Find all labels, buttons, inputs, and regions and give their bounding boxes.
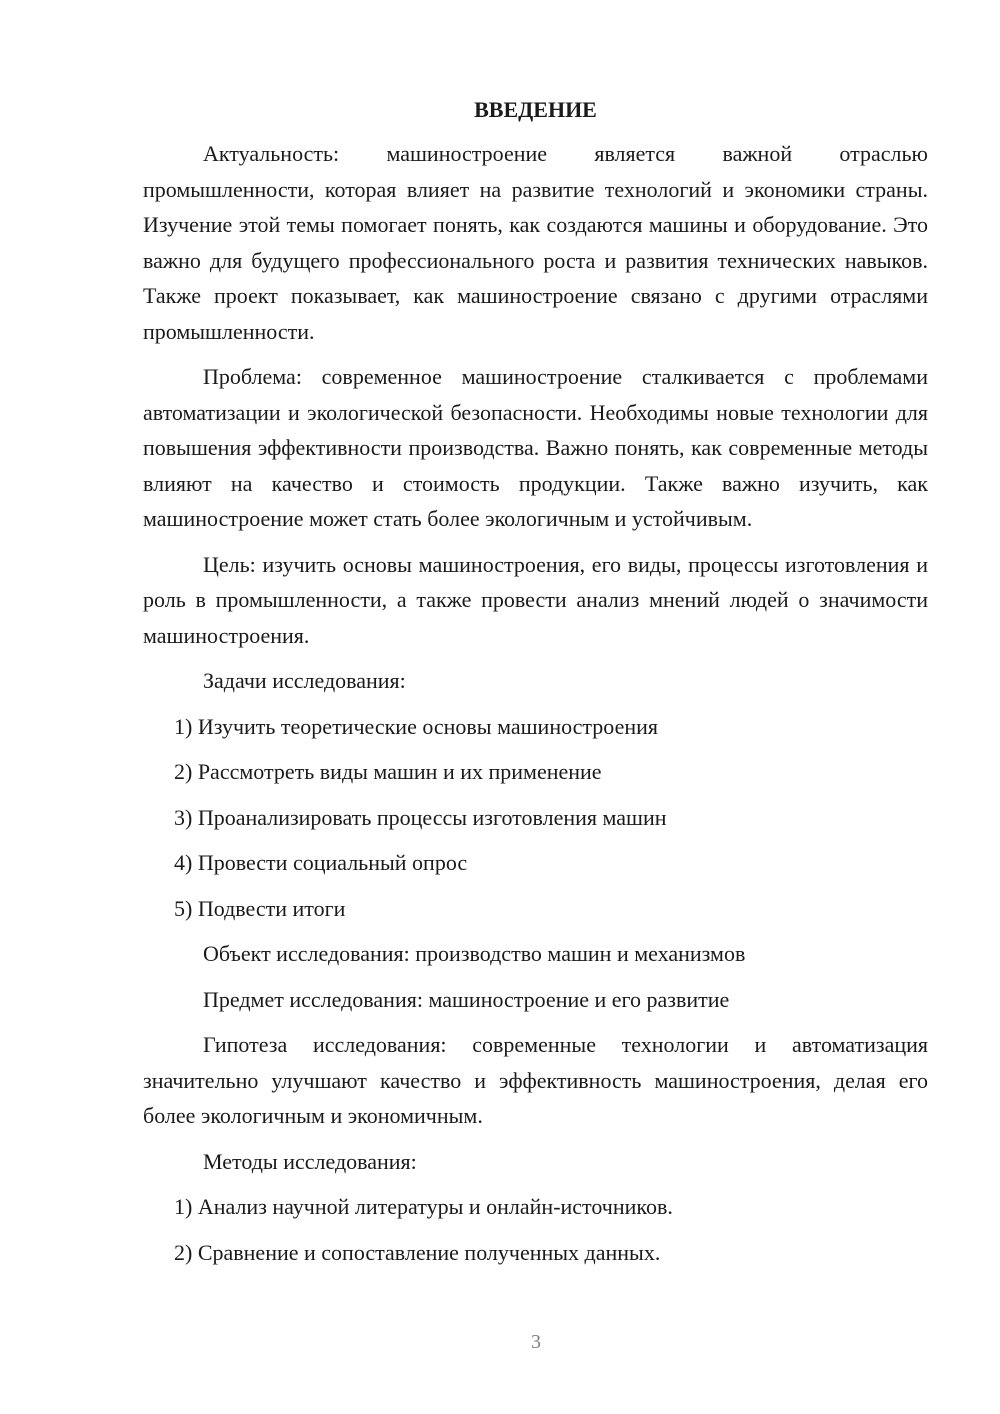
task-item: 1) Изучить теоретические основы машиностроения <box>174 713 658 739</box>
task-item: 4) Провести социальный опрос <box>174 850 468 875</box>
problem-paragraph: Проблема: современное машиностроение сталкивается с проблемами автоматизации и экологической безопасности. Необходимы новые технологии для повышения эффективности производства. Важно понять, как современные методы влияют на качество и стоимость продукции. Также важно изучить, как машиностроение может стать более экологичным и устойчивым. <box>143 364 928 531</box>
page-number: 3 <box>531 1331 541 1353</box>
spacer <box>143 349 928 359</box>
method-item: 2) Сравнение и сопоставление полученных данных. <box>174 1239 661 1265</box>
spacer <box>143 1134 928 1144</box>
relevance-paragraph: Актуальность: машиностроение является важной отраслью промышленности, которая влияет на развитие технологий и экономики страны. Изучение этой темы помогает понять, как создаются машины и оборудование. Это важно для будущего профессионального роста и развития технических навыков. Также проект показывает, как машиностроение связано с другими отраслями промышленности. <box>143 141 928 344</box>
task-item: 5) Подвести итоги <box>174 895 346 921</box>
spacer <box>143 653 928 663</box>
research-subject: Предмет исследования: машиностроение и его развитие <box>203 986 730 1012</box>
task-item: 2) Рассмотреть виды машин и их применение <box>174 759 602 784</box>
tasks-heading: Задачи исследования: <box>203 668 406 693</box>
spacer <box>143 537 928 547</box>
page-title: ВВЕДЕНИЕ <box>474 97 597 122</box>
document-page <box>143 94 928 1270</box>
goal-paragraph: Цель: изучить основы машиностроения, его виды, процессы изготовления и роль в промышленности, а также провести анализ мнений людей о значимости машиностроения. <box>143 551 928 648</box>
task-item: 3) Проанализировать процессы изготовления машин <box>174 804 667 830</box>
hypothesis-paragraph: Гипотеза исследования: современные технологии и автоматизация значительно улучшают качество и эффективность машиностроения, делая его более экологичным и экономичным. <box>143 1032 928 1128</box>
methods-heading: Методы исследования: <box>203 1148 417 1174</box>
method-item: 1) Анализ научной литературы и онлайн-источников. <box>174 1194 673 1219</box>
research-object: Объект исследования: производство машин и механизмов <box>203 941 746 966</box>
